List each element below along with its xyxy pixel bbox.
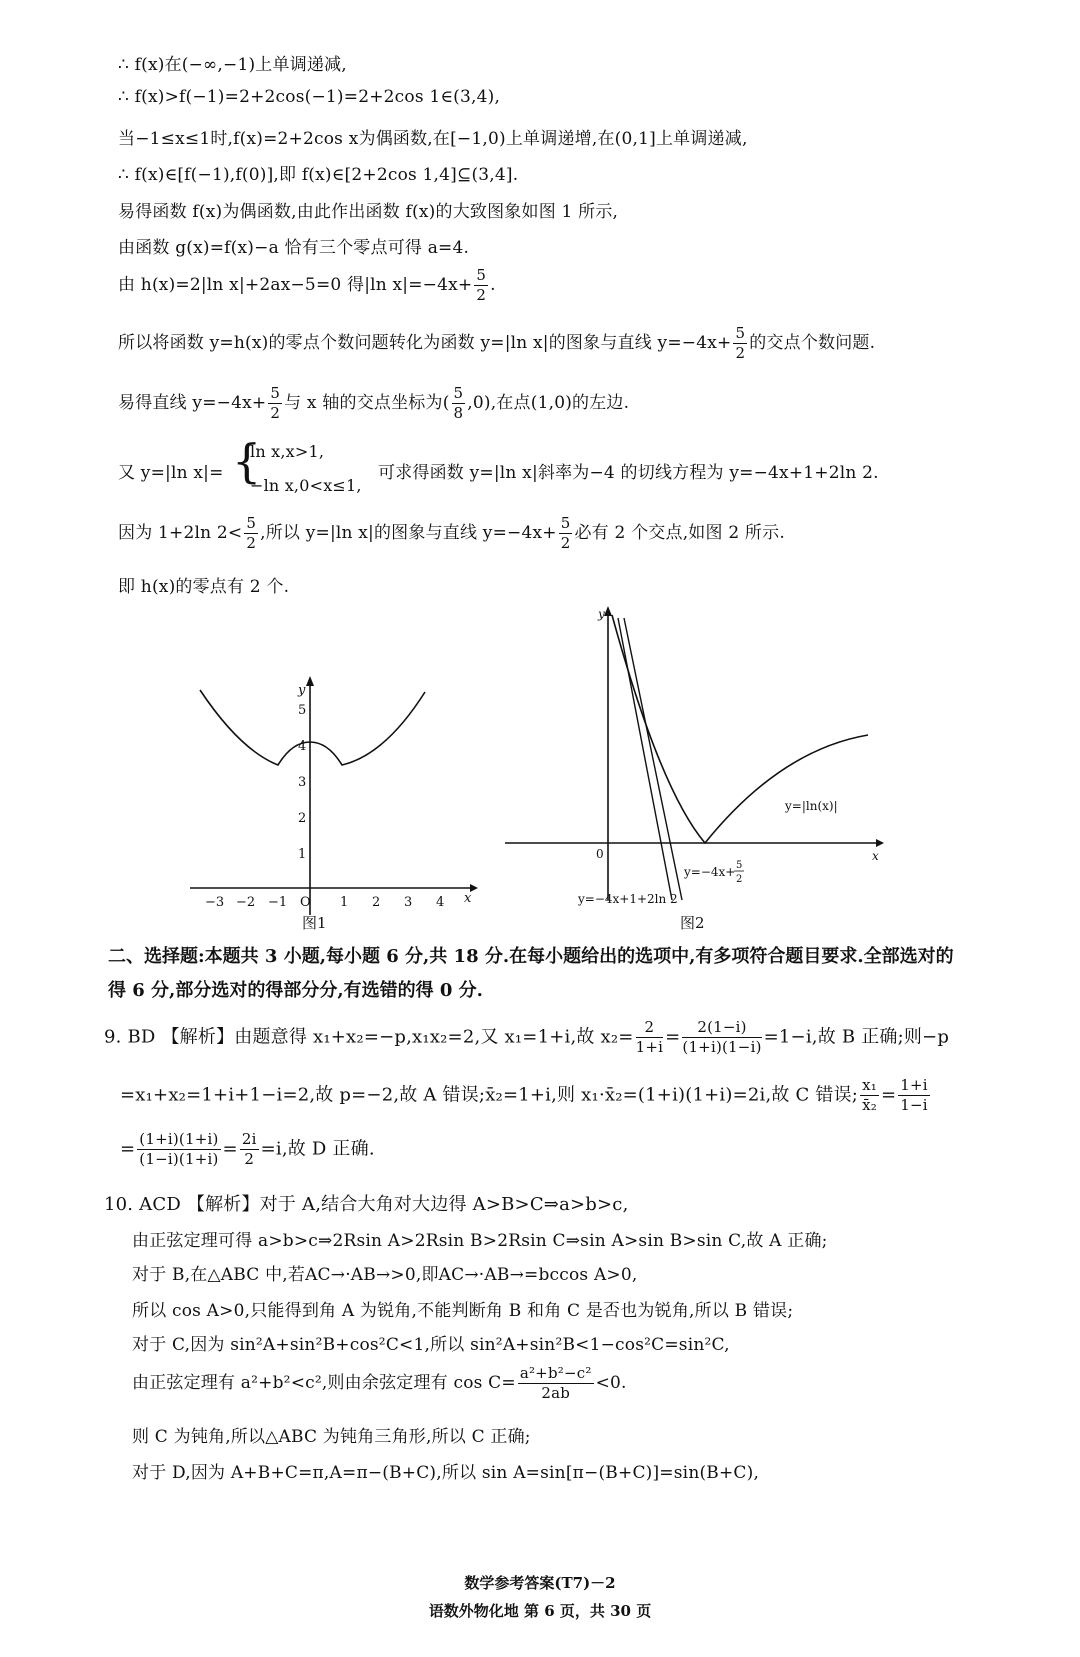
fraction-denominator: (1+i)(1−i) (682, 1038, 762, 1056)
fraction-denominator: 2 (560, 534, 571, 552)
footer-title: 数学参考答案(T7)－2 (464, 1574, 616, 1592)
piecewise-case: −ln x,0<x≤1, (250, 476, 362, 495)
text-line: 对于 D,因为 A+B+C=π,A=π−(B+C),所以 sin A=sin[π−(B+C)]=sin(B+C), (132, 1463, 760, 1483)
text-segment: = (665, 1026, 681, 1048)
fraction (240, 1132, 259, 1167)
line-label: y=−4x+1+2ln 2 (578, 892, 678, 906)
fraction (559, 516, 573, 551)
y-tick-label: 3 (298, 775, 307, 790)
fraction (733, 326, 747, 361)
y-tick-label: 1 (298, 847, 307, 862)
fraction (518, 1366, 594, 1401)
text-line (120, 1132, 375, 1167)
y-axis-arrow (306, 676, 314, 686)
origin-label: O (300, 895, 311, 910)
text-segment: ,所以 y=|ln x|的图象与直线 y=−4x+ (260, 523, 557, 543)
fraction (636, 1020, 664, 1055)
text-segment: = (120, 1138, 136, 1160)
x-axis-arrow (876, 839, 884, 847)
fraction-numerator: 2 (636, 1020, 664, 1038)
text-line: ∴ f(x)在(−∞,−1)上单调递减, (118, 55, 347, 75)
line-tangent (618, 618, 672, 900)
fraction (860, 1078, 879, 1113)
text-segment: = (222, 1138, 238, 1160)
text-line (120, 1078, 932, 1113)
fraction (268, 386, 282, 421)
fraction-denominator: 1+i (635, 1038, 664, 1056)
y-tick-label: 4 (298, 739, 307, 754)
text-segment: 与 x 轴的交点坐标为( (284, 393, 450, 413)
fraction-denominator: 2 (476, 286, 487, 304)
text-line (118, 268, 496, 303)
fraction-numerator: 5 (270, 384, 281, 402)
fraction (452, 386, 466, 421)
figure-2-caption: 图2 (680, 914, 705, 932)
text-line (132, 1366, 627, 1401)
text-segment: 的交点个数问题. (749, 333, 876, 353)
brace-symbol: { (232, 434, 262, 488)
text-line: 可求得函数 y=|ln x|斜率为−4 的切线方程为 y=−4x+1+2ln 2. (378, 463, 879, 483)
fraction-numerator: 5 (560, 514, 571, 532)
text-line: 即 h(x)的零点有 2 个. (118, 577, 290, 597)
line-label-fraction-den: 2 (736, 874, 743, 885)
text-line: 由函数 g(x)=f(x)−a 恰有三个零点可得 a=4. (118, 238, 470, 258)
text-line: 对于 C,因为 sin²A+sin²B+cos²C<1,所以 sin²A+sin²B<1−cos²C=sin²C, (132, 1335, 730, 1355)
fraction-denominator: 2 (270, 404, 281, 422)
curve-f (200, 690, 425, 765)
figure-1-caption: 图1 (302, 914, 327, 932)
x-tick-label: 1 (340, 895, 349, 910)
fraction-denominator: x̄₂ (862, 1096, 877, 1114)
y-axis-label: y (298, 683, 306, 698)
y-tick-label: 5 (298, 703, 307, 718)
line-label-fraction-num: 5 (736, 860, 743, 871)
text-line (104, 1020, 949, 1055)
x-tick-label: 2 (372, 895, 381, 910)
fraction-numerator: 5 (246, 514, 257, 532)
text-segment: =1−i,故 B 正确;则−p (763, 1026, 950, 1048)
fraction-numerator: x₁ (862, 1076, 877, 1094)
fraction-denominator: (1−i)(1+i) (139, 1150, 219, 1168)
fraction-numerator: 5 (453, 384, 464, 402)
fraction-numerator: 2i (241, 1130, 257, 1148)
section-heading: 二、选择题:本题共 3 小题,每小题 6 分,共 18 分.在每小题给出的选项中,有多项符合题目要求.全部选对的得 6 分,部分选对的得部分分,有选错的得 0 分. (108, 946, 954, 1001)
fraction (682, 1020, 761, 1055)
text-segment: 由 h(x)=2|ln x|+2ax−5=0 得|ln x|=−4x+ (118, 275, 473, 295)
text-line: 易得函数 f(x)为偶函数,由此作出函数 f(x)的大致图象如图 1 所示, (118, 202, 619, 222)
fraction (244, 516, 258, 551)
x-tick-label: 3 (404, 895, 413, 910)
text-line: 由正弦定理可得 a>b>c⇒2Rsin A>2Rsin B>2Rsin C⇒sin A>sin B>sin C,故 A 正确; (132, 1231, 828, 1251)
x-tick-label: −1 (268, 895, 288, 910)
fraction-denominator: 2 (735, 344, 746, 362)
x-axis-label: x (872, 849, 879, 863)
text-segment: 易得直线 y=−4x+ (118, 393, 267, 413)
origin-label: 0 (596, 847, 604, 861)
footer-page: 语数外物化地 第 6 页，共 30 页 (428, 1602, 652, 1620)
text-segment: 由正弦定理有 a²+b²<c²,则由余弦定理有 cos C= (132, 1373, 516, 1393)
x-tick-label: −3 (205, 895, 225, 910)
x-axis-label: x (464, 891, 472, 906)
text-line: 又 y=|ln x|= (118, 463, 224, 483)
fraction (137, 1132, 220, 1167)
piecewise-case: ln x,x>1, (250, 442, 325, 461)
text-segment: <0. (595, 1373, 627, 1393)
line-label: y=−4x+ (684, 865, 736, 879)
text-segment: ,0),在点(1,0)的左边. (467, 393, 630, 413)
text-line: 10. ACD 【解析】对于 A,结合大角对大边得 A>B>C⇒a>b>c, (104, 1194, 629, 1215)
text-segment: =i,故 D 正确. (260, 1138, 375, 1160)
text-segment: = (880, 1084, 897, 1106)
x-tick-label: 4 (436, 895, 445, 910)
figure-2 (500, 600, 890, 910)
fraction-denominator: 8 (453, 404, 464, 422)
y-axis-label: y (598, 607, 605, 621)
text-line: 则 C 为钝角,所以△ABC 为钝角三角形,所以 C 正确; (132, 1427, 531, 1447)
fraction-denominator: 2 (244, 1150, 255, 1168)
fraction-denominator: 2ab (541, 1384, 571, 1402)
x-tick-label: −2 (236, 895, 256, 910)
curve-label: y=|ln(x)| (785, 799, 838, 813)
fraction-numerator: 5 (735, 324, 746, 342)
y-axis-arrow (604, 606, 612, 616)
fraction (474, 268, 488, 303)
text-segment: 因为 1+2ln 2< (118, 523, 243, 543)
line-five-half (624, 618, 682, 900)
text-line: 所以 cos A>0,只能得到角 A 为锐角,不能判断角 B 和角 C 是否也为锐角,所以 B 错误; (132, 1301, 794, 1321)
text-line (118, 386, 629, 421)
text-segment: =x₁+x₂=1+i+1−i=2,故 p=−2,故 A 错误;x̄₂=1+i,则 x₁·x̄₂=(1+i)(1+i)=2i,故 C 错误; (120, 1084, 859, 1106)
fraction-denominator: 1−i (900, 1096, 928, 1114)
y-tick-label: 2 (298, 811, 307, 826)
text-segment: 必有 2 个交点,如图 2 所示. (574, 523, 785, 543)
text-segment: 9. BD 【解析】由题意得 x₁+x₂=−p,x₁x₂=2,又 x₁=1+i,故 x₂= (104, 1026, 634, 1048)
text-segment: . (490, 275, 496, 295)
fraction-numerator: 2(1−i) (682, 1020, 761, 1038)
text-line (118, 326, 875, 361)
fraction-numerator: a²+b²−c² (519, 1364, 592, 1382)
fraction-numerator: (1+i)(1+i) (139, 1130, 219, 1148)
text-line: ∴ f(x)>f(−1)=2+2cos(−1)=2+2cos 1∈(3,4), (118, 87, 501, 107)
fraction-numerator: 1+i (900, 1076, 928, 1094)
figure-1 (180, 670, 480, 920)
text-line (118, 516, 785, 551)
fraction-denominator: 2 (246, 534, 257, 552)
text-line: 对于 B,在△ABC 中,若AC→·AB→>0,即AC→·AB→=bccos A>0, (132, 1265, 638, 1285)
text-line: 当−1≤x≤1时,f(x)=2+2cos x为偶函数,在[−1,0)上单调递增,在(0,1]上单调递减, (118, 129, 748, 149)
fraction-numerator: 5 (476, 266, 487, 284)
fraction (898, 1078, 930, 1113)
text-line: ∴ f(x)∈[f(−1),f(0)],即 f(x)∈[2+2cos 1,4]⊆(3,4]. (118, 165, 519, 185)
text-segment: 所以将函数 y=h(x)的零点个数问题转化为函数 y=|ln x|的图象与直线 y=−4x+ (118, 333, 732, 353)
